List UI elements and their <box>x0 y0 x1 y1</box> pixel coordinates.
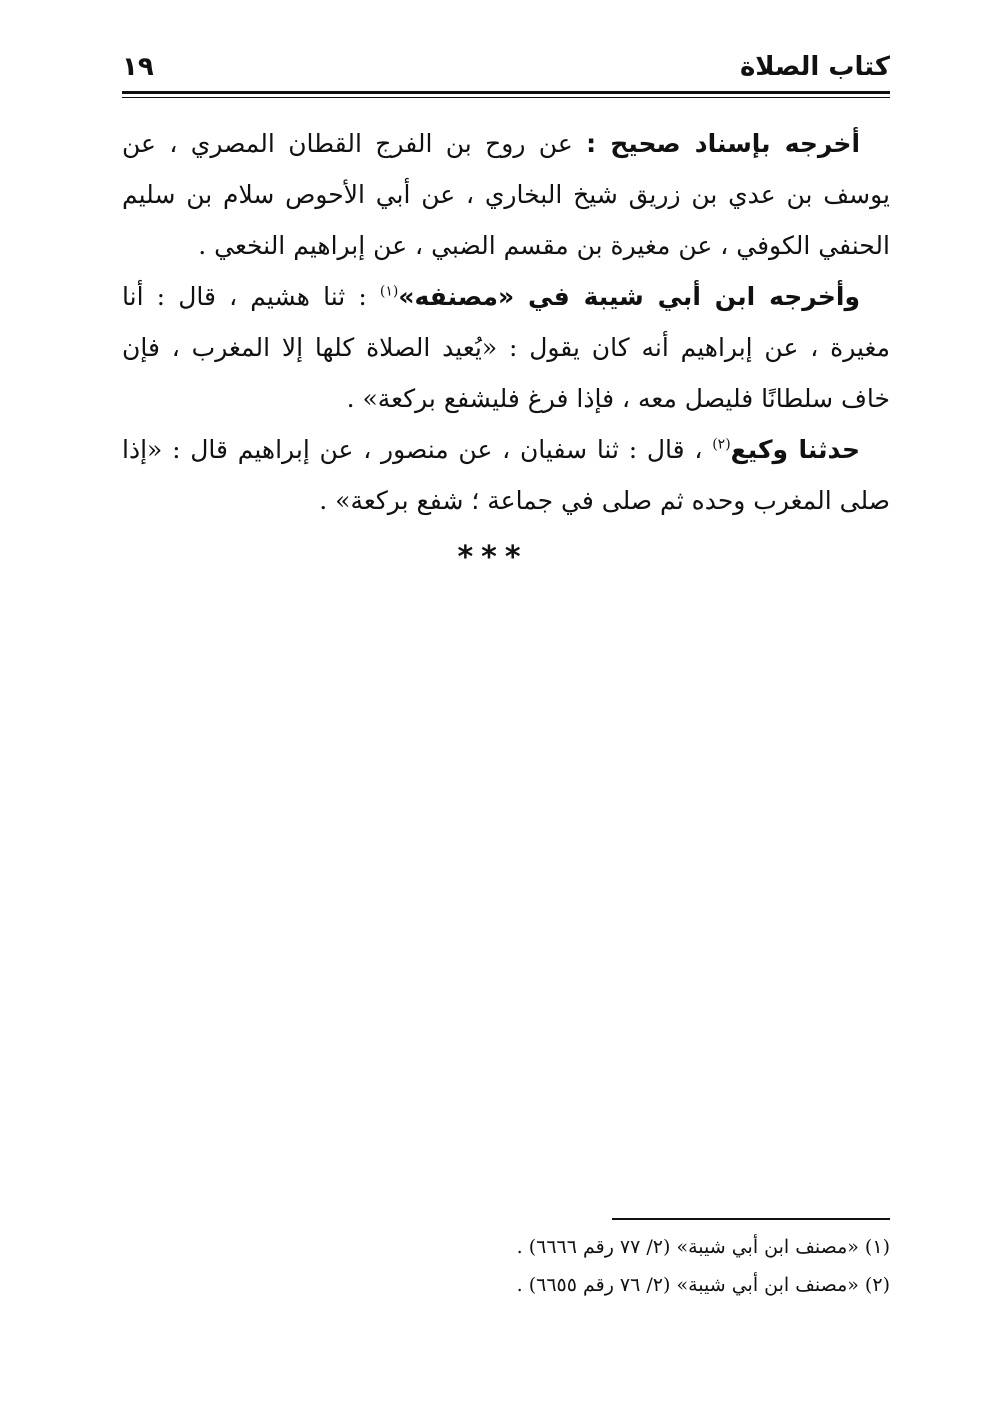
paragraph-lead: حدثنا وكيع <box>730 435 860 464</box>
header-rule-thick <box>122 91 890 94</box>
paragraph <box>122 271 890 424</box>
header-rule-thin <box>122 97 890 98</box>
section-divider-stars: *** <box>457 540 529 575</box>
page-number: ١٩ <box>122 52 154 82</box>
paragraph <box>122 424 890 526</box>
running-header <box>122 48 890 92</box>
paragraph-text: ، قال : ثنا سفيان ، عن منصور ، عن إبراهيم قال : «إذا صلى المغرب وحده ثم صلى في جماعة ؛ شفع بركعة» . <box>122 435 890 515</box>
footnote: (٢) «مصنف ابن أبي شيبة» (٢/ ٧٦ رقم ٦٦٥٥) . <box>516 1274 890 1296</box>
footnote-rule <box>612 1218 890 1220</box>
footnotes <box>400 1228 890 1304</box>
paragraph-lead: وأخرجه ابن أبي شيبة في «مصنفه» <box>398 282 860 311</box>
footnote-marker: (١) <box>379 283 399 300</box>
chapter-title: كتاب الصلاة <box>739 52 890 82</box>
paragraph-text: : ثنا هشيم ، قال : أنا مغيرة ، عن إبراهيم أنه كان يقول : «يُعيد الصلاة كلها إلا المغرب ، فإن خاف سلطانًا فليصل معه ، فإذا فرغ فليشفع بركعة» . <box>122 282 890 413</box>
footnote-marker: (٢) <box>712 436 731 453</box>
paragraph-lead: أخرجه بإسناد صحيح : <box>586 129 861 158</box>
paragraph-text: عن روح بن الفرج القطان المصري ، عن يوسف بن عدي بن زريق شيخ البخاري ، عن أبي الأحوص سلام بن سليم الحنفي الكوفي ، عن مغيرة بن مقسم الضبي ، عن إبراهيم النخعي . <box>122 129 890 260</box>
footnote: (١) «مصنف ابن أبي شيبة» (٢/ ٧٧ رقم ٦٦٦٦) . <box>516 1236 890 1258</box>
paragraph <box>122 118 890 271</box>
main-text <box>122 118 890 526</box>
